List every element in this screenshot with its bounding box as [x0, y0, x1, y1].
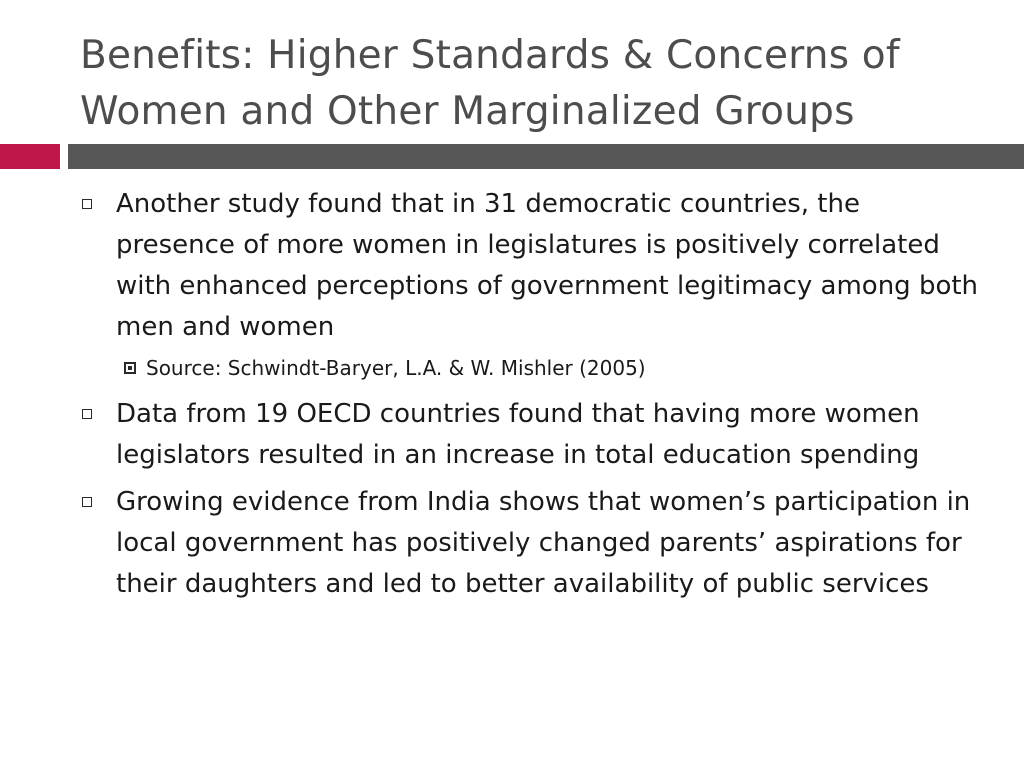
- bullet-item-3: [0, 482, 1024, 605]
- accent-bar-gray: [68, 144, 1024, 169]
- bullet-item-2: [0, 394, 1024, 476]
- filled-square-bullet-icon: [124, 362, 136, 374]
- accent-bar-red: [0, 144, 60, 169]
- slide-content: [0, 184, 1024, 611]
- bullet-text: Growing evidence from India shows that women’s participation in local government has positively changed parents’ aspirations for their daughters and led to better availability of public services: [116, 487, 971, 599]
- bullet-item-1: [0, 184, 1024, 388]
- hollow-square-bullet-icon: [82, 409, 92, 419]
- bullet-text: Another study found that in 31 democratic countries, the presence of more women in legislatures is positively correlated with enhanced perceptions of government legitimacy among both men and women: [116, 189, 979, 342]
- sub-bullet-item-source: [116, 348, 984, 388]
- sub-bullet-list: [116, 348, 984, 388]
- bullet-list: [0, 184, 1024, 605]
- slide-title: Benefits: Higher Standards & Concerns of Women and Other Marginalized Groups: [80, 33, 900, 134]
- bullet-text: Data from 19 OECD countries found that having more women legislators resulted in an increase in total education spending: [116, 399, 920, 470]
- hollow-square-bullet-icon: [82, 497, 92, 507]
- hollow-square-bullet-icon: [82, 199, 92, 209]
- sub-bullet-text: Source: Schwindt-Baryer, L.A. & W. Mishler (2005): [146, 356, 646, 380]
